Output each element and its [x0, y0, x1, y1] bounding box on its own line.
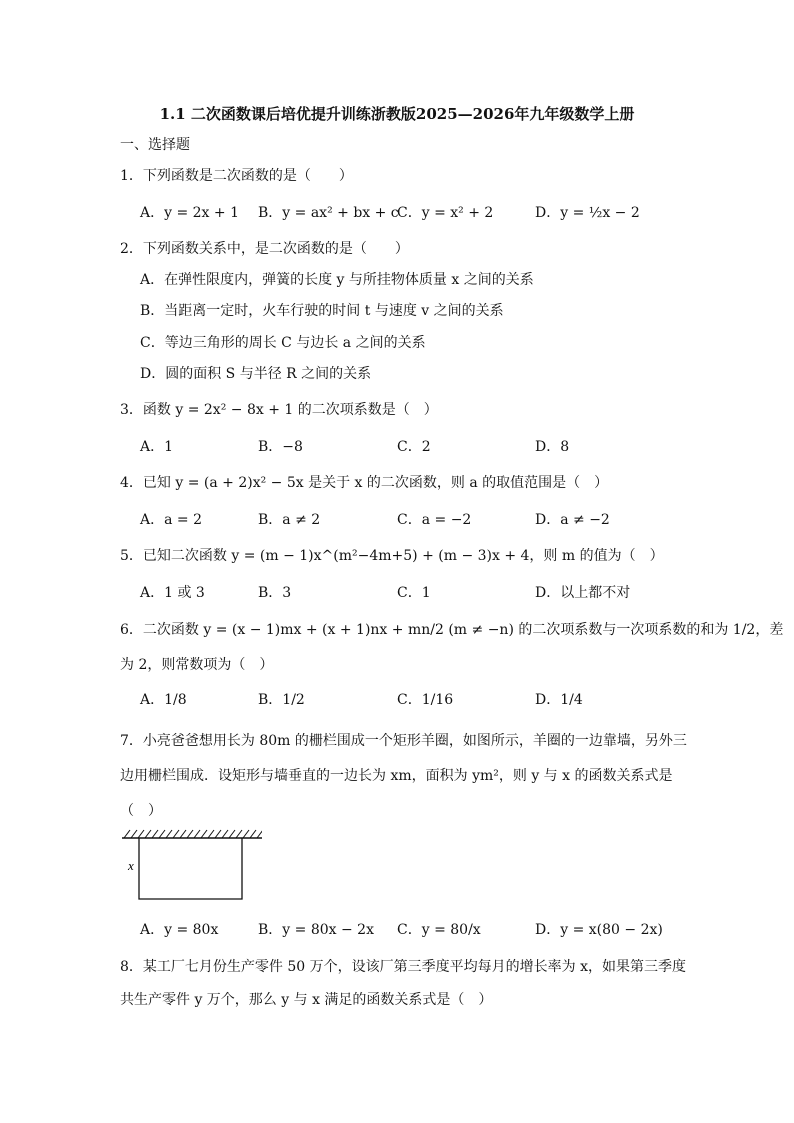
question-1-option-a: A．y = 2x + 1 [140, 205, 239, 221]
question-2-option-d: D．圆的面积 S 与半径 R 之间的关系 [140, 366, 372, 382]
question-2-option-b: B．当距离一定时，火车行驶的时间 t 与速度 v 之间的关系 [140, 303, 504, 319]
question-8-stem-line1: 8．某工厂七月份生产零件 50 万个，设该厂第三季度平均每月的增长率为 x，如果第三季度 [120, 959, 686, 975]
question-7-stem-line2: 边用栅栏围成．设矩形与墙垂直的一边长为 xm，面积为 ym²，则 y 与 x 的函数关系式是 [120, 768, 673, 784]
question-1-stem: 1．下列函数是二次函数的是（ ） [120, 168, 353, 184]
question-2-option-c: C．等边三角形的周长 C 与边长 a 之间的关系 [140, 335, 426, 351]
question-4-option-a: A．a = 2 [140, 512, 202, 528]
question-3-option-d: D．8 [535, 439, 570, 455]
sheep-pen-figure [122, 828, 262, 903]
question-7-stem-line1: 7．小亮爸爸想用长为 80m 的栅栏围成一个矩形羊圈，如图所示，羊圈的一边靠墙，另外三 [120, 733, 687, 749]
question-6-stem-line2: 为 2，则常数项为（ ） [120, 657, 274, 673]
question-7-option-d: D．y = x(80 − 2x) [535, 922, 663, 938]
question-2-stem: 2．下列函数关系中，是二次函数的是（ ） [120, 241, 409, 257]
question-7-option-c: C．y = 80/x [397, 922, 481, 938]
figure-x-label: x [128, 858, 134, 873]
question-6-stem-line1: 6．二次函数 y = (x − 1)mx + (x + 1)nx + mn/2 (m ≠ −n) 的二次项系数与一次项系数的和为 1/2，差 [120, 622, 784, 638]
question-4-option-b: B．a ≠ 2 [258, 512, 321, 528]
question-5-option-d: D．以上都不对 [535, 585, 631, 601]
question-2-option-a: A．在弹性限度内，弹簧的长度 y 与所挂物体质量 x 之间的关系 [140, 272, 534, 288]
question-3-stem: 3．函数 y = 2x² − 8x + 1 的二次项系数是（ ） [120, 402, 438, 418]
question-1-option-b: B．y = ax² + bx + c [258, 205, 399, 221]
question-5-option-c: C．1 [397, 585, 431, 601]
question-5-option-a: A．1 或 3 [140, 585, 205, 601]
question-6-option-a: A．1/8 [140, 692, 187, 708]
question-7-option-b: B．y = 80x − 2x [258, 922, 374, 938]
question-4-option-c: C．a = −2 [397, 512, 472, 528]
question-1-option-c: C．y = x² + 2 [397, 205, 494, 221]
question-4-option-d: D．a ≠ −2 [535, 512, 610, 528]
question-7-stem-line3: （ ） [120, 803, 162, 819]
question-1-option-d: D．y = ½x − 2 [535, 205, 640, 221]
question-6-option-b: B．1/2 [258, 692, 305, 708]
question-7-option-a: A．y = 80x [140, 922, 219, 938]
question-3-option-c: C．2 [397, 439, 431, 455]
question-5-stem: 5．已知二次函数 y = (m − 1)x^(m²−4m+5) + (m − 3)x + 4，则 m 的值为（ ） [120, 548, 664, 564]
question-4-stem: 4．已知 y = (a + 2)x² − 5x 是关于 x 的二次函数，则 a 的取值范围是（ ） [120, 475, 609, 491]
question-5-option-b: B．3 [258, 585, 292, 601]
question-8-stem-line2: 共生产零件 y 万个，那么 y 与 x 满足的函数关系式是（ ） [120, 992, 493, 1008]
question-3-option-b: B．−8 [258, 439, 303, 455]
section-heading: 一、选择题 [120, 137, 190, 153]
question-6-option-c: C．1/16 [397, 692, 454, 708]
question-6-option-d: D．1/4 [535, 692, 583, 708]
document-title: 1.1 二次函数课后培优提升训练浙教版2025—2026年九年级数学上册 [159, 105, 635, 123]
question-3-option-a: A．1 [140, 439, 174, 455]
